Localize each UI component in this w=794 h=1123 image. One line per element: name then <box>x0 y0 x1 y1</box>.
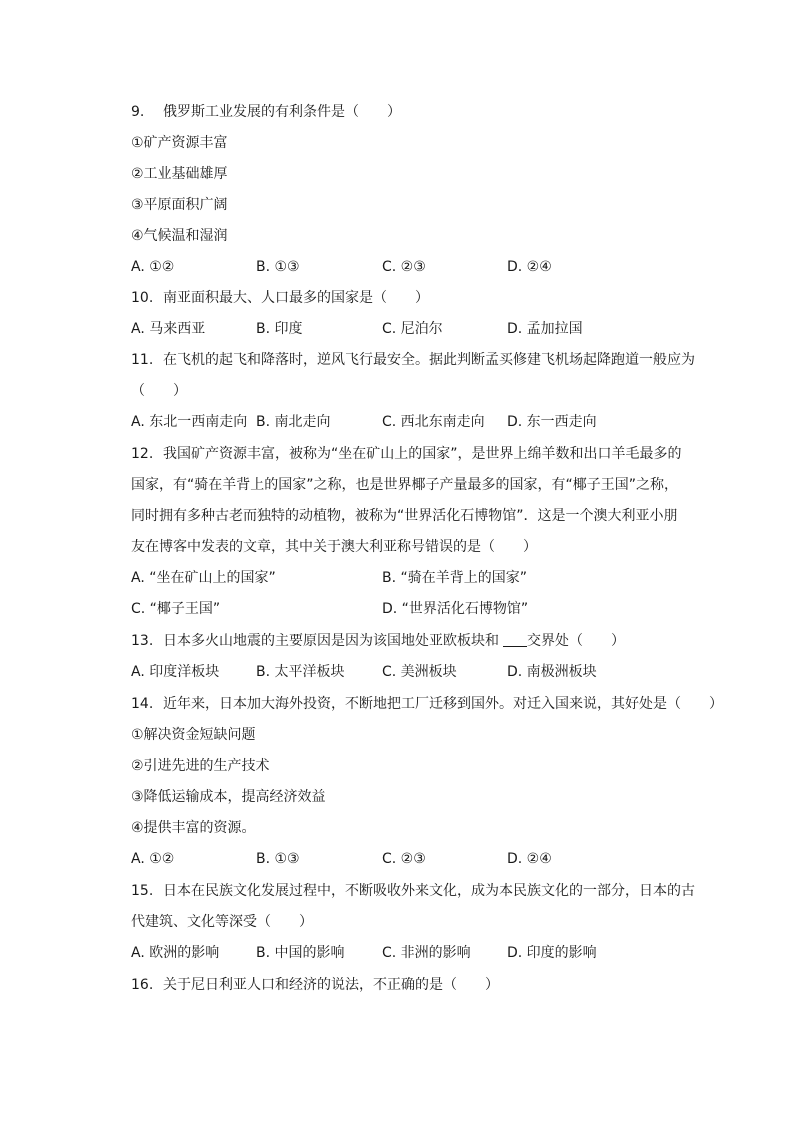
question-number: 11. <box>131 352 154 368</box>
question-14-option-d[interactable]: D. ②④ <box>507 851 552 867</box>
question-text: 在飞机的起飞和降落时，逆风飞行最安全。据此判断孟买修建飞机场起降跑道一般应为 <box>163 352 695 368</box>
question-14-stem <box>131 694 723 714</box>
question-13-option-b[interactable]: B. 太平洋板块 <box>256 664 345 680</box>
question-13-stem <box>131 631 625 651</box>
question-9-option-b[interactable]: B. ①③ <box>256 259 300 275</box>
question-12-stem-line-3: 同时拥有多种古老而独特的动植物，被称为“世界活化石博物馆”．这是一个澳大利亚小朋 <box>131 508 678 524</box>
question-14-option-c[interactable]: C. ②③ <box>382 851 426 867</box>
question-number: 12. <box>131 446 154 462</box>
question-11-option-c[interactable]: C. 西北东南走向 <box>382 414 485 430</box>
question-text: 关于尼日利亚人口和经济的说法，不正确的是（ ） <box>163 977 499 993</box>
question-10-option-b[interactable]: B. 印度 <box>256 321 303 337</box>
question-12-stem <box>131 444 682 464</box>
question-text: 日本多火山地震的主要原因是因为该国地处亚欧板块和 <box>163 633 499 649</box>
question-15-stem-line-2: 代建筑、文化等深受（ ） <box>131 914 313 930</box>
fill-in-blank[interactable] <box>503 632 527 647</box>
question-number: 16. <box>131 977 154 993</box>
question-text: 南亚面积最大、人口最多的国家是（ ） <box>163 290 429 306</box>
question-13-option-c[interactable]: C. 美洲板块 <box>382 664 457 680</box>
question-15-option-b[interactable]: B. 中国的影响 <box>256 945 345 961</box>
question-9-item-3: ③平原面积广阔 <box>131 197 228 213</box>
question-13-option-a[interactable]: A. 印度洋板块 <box>131 664 220 680</box>
question-12-stem-line-2: 国家，有“骑在羊背上的国家”之称，也是世界椰子产量最多的国家，有“椰子王国”之称， <box>131 477 679 493</box>
question-text: 日本在民族文化发展过程中，不断吸收外来文化，成为本民族文化的一部分，日本的古 <box>163 883 695 899</box>
question-9-option-d[interactable]: D. ②④ <box>507 259 552 275</box>
question-11-stem-line-2: （ ） <box>131 383 187 399</box>
question-number: 9. <box>131 104 145 120</box>
question-9-option-a[interactable]: A. ①② <box>131 259 175 275</box>
question-14-item-3: ③降低运输成本，提高经济效益 <box>131 789 326 805</box>
question-12-option-b[interactable]: B. “骑在羊背上的国家” <box>382 570 528 586</box>
question-9-item-4: ④气候温和湿润 <box>131 228 228 244</box>
question-number: 10. <box>131 290 154 306</box>
question-14-option-a[interactable]: A. ①② <box>131 851 175 867</box>
question-number: 13. <box>131 633 154 649</box>
question-15-stem <box>131 881 695 901</box>
question-14-item-1: ①解决资金短缺问题 <box>131 727 256 743</box>
question-9-item-1: ①矿产资源丰富 <box>131 135 228 151</box>
question-12-stem-line-4: 友在博客中发表的文章，其中关于澳大利亚称号错误的是（ ） <box>131 539 537 555</box>
question-14-option-b[interactable]: B. ①③ <box>256 851 300 867</box>
question-number: 15. <box>131 883 154 899</box>
question-12-option-c[interactable]: C. “椰子王国” <box>131 601 221 617</box>
question-15-option-a[interactable]: A. 欧洲的影响 <box>131 945 220 961</box>
question-number: 14. <box>131 696 154 712</box>
question-10-stem <box>131 288 429 308</box>
question-10-option-d[interactable]: D. 孟加拉国 <box>507 321 583 337</box>
question-9-item-2: ②工业基础雄厚 <box>131 166 228 182</box>
question-11-option-b[interactable]: B. 南北走向 <box>256 414 331 430</box>
question-11-option-d[interactable]: D. 东一西走向 <box>507 414 597 430</box>
question-11-stem <box>131 350 695 370</box>
question-9-option-c[interactable]: C. ②③ <box>382 259 426 275</box>
question-10-option-a[interactable]: A. 马来西亚 <box>131 321 206 337</box>
question-15-option-c[interactable]: C. 非洲的影响 <box>382 945 471 961</box>
question-text: 我国矿产资源丰富，被称为“坐在矿山上的国家”，是世界上绵羊数和出口羊毛最多的 <box>163 446 682 462</box>
question-9-stem <box>131 102 401 122</box>
question-14-item-2: ②引进先进的生产技术 <box>131 758 270 774</box>
question-13-option-d[interactable]: D. 南极洲板块 <box>507 664 597 680</box>
question-16-stem <box>131 975 499 995</box>
question-text: 近年来，日本加大海外投资，不断地把工厂迁移到国外。对迁入国来说，其好处是（ ） <box>163 696 723 712</box>
question-12-option-a[interactable]: A. “坐在矿山上的国家” <box>131 570 276 586</box>
question-10-option-c[interactable]: C. 尼泊尔 <box>382 321 443 337</box>
question-12-option-d[interactable]: D. “世界活化石博物馆” <box>382 601 529 617</box>
question-text-cont: 交界处（ ） <box>527 633 625 649</box>
question-15-option-d[interactable]: D. 印度的影响 <box>507 945 597 961</box>
question-text: 俄罗斯工业发展的有利条件是（ ） <box>163 104 401 120</box>
question-14-item-4: ④提供丰富的资源。 <box>131 820 256 836</box>
question-11-option-a[interactable]: A. 东北一西南走向 <box>131 414 248 430</box>
